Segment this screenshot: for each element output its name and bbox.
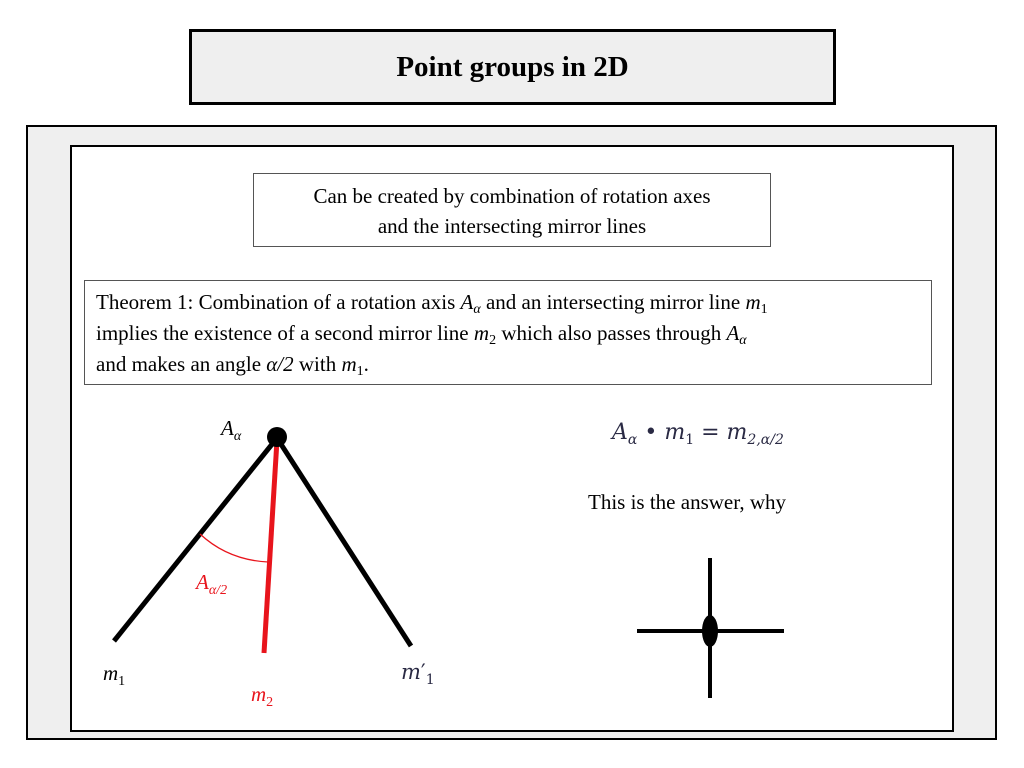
slide-title: Point groups in 2D <box>396 50 629 83</box>
m1-label: $m_1$ <box>103 661 126 689</box>
intro-line-1: Can be created by combination of rotation axes <box>313 184 711 208</box>
intro-box <box>253 173 771 247</box>
m2-label: $m_2$ <box>251 682 274 710</box>
equation: $A_\alpha$ • $m_1 = m_{2,\alpha/2}$ <box>612 420 784 448</box>
twofold-axis-symbol <box>702 615 718 647</box>
theorem-line-2: implies the existence of a second mirror line $m_2$ which also passes through $A_\alpha$ <box>96 321 747 348</box>
answer-text: This is the answer, why <box>588 490 787 514</box>
apex-label: $A_\alpha$ <box>221 416 242 444</box>
theorem-box <box>84 280 932 385</box>
title-box <box>189 29 836 105</box>
theorem-line-1: Theorem 1: Combination of a rotation axis $A_\alpha$ and an intersecting mirror line $m_1$ <box>96 290 768 317</box>
angle-label: $A_{\alpha/2}$ <box>196 570 228 598</box>
intro-line-2: and the intersecting mirror lines <box>377 214 647 238</box>
m1-prime-label: $m'_1$ <box>401 660 435 688</box>
theorem-line-3: and makes an angle α/2 with $m_1$. <box>96 352 369 379</box>
rotation-axis-point <box>267 427 287 447</box>
